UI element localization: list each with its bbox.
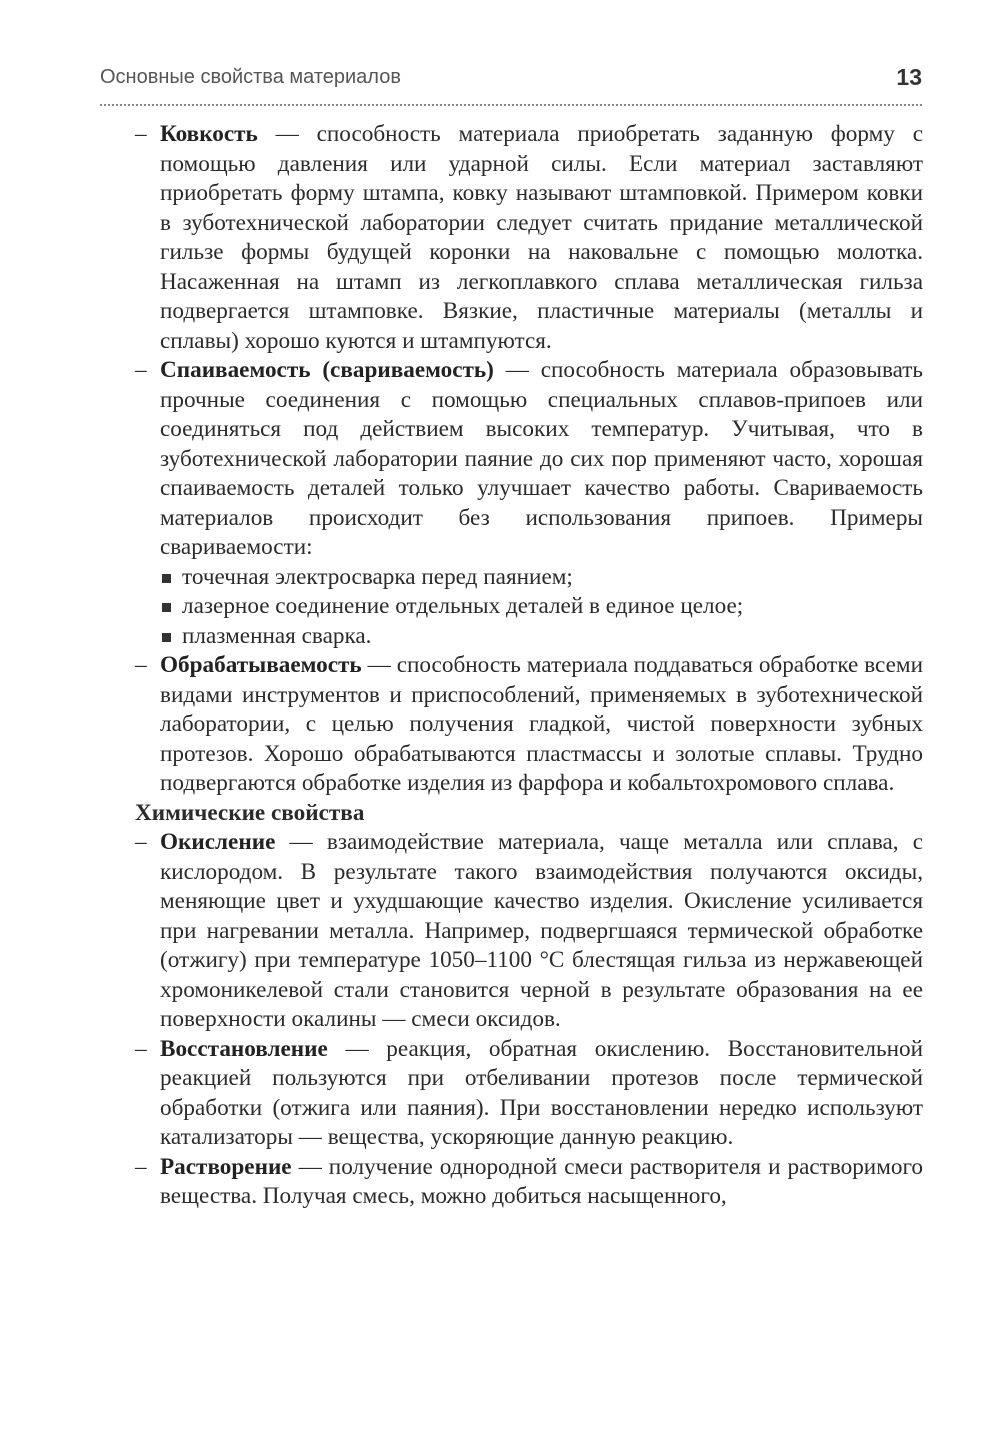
definition-text: — способность материала образовывать прочные соединения с помощью специальных сплавов-припоев или соединяться под действием высоких температур. Учитывая, что в зуботехнической лаборатории паяние до сих пор применяют часто, хорошая спаиваемость деталей только улучшает качество работы. Свариваемость материалов происходит без использования припоев. Примеры свариваемости:: [160, 357, 923, 560]
definition-spaivaemost: [135, 356, 923, 563]
term: Спаиваемость (свариваемость): [160, 357, 494, 383]
section-heading: Химические свойства: [135, 799, 365, 826]
definition-text: — взаимодействие материала, чаще металла или сплава, с кислородом. В результате такого взаимодействия получаются оксиды, меняющие цвет и ухудшающие качество изделия. Окисление усиливается при нагревании металла. Например, подвергшаяся термической обработке (отжигу) при температуре 1050–1100 °С блестящая гильза из нержавеющей хромоникелевой стали становится черной в результате образования на ее поверхности окалины — смеси оксидов.: [160, 829, 923, 1032]
list-dash: –: [135, 121, 147, 147]
term: Ковкость: [160, 121, 258, 147]
definition-text: — получение однородной смеси растворителя и растворимого вещества. Получая смесь, можно добиться насыщенного,: [160, 1153, 923, 1209]
list-item: [135, 622, 923, 652]
term: Обрабатываемость: [160, 652, 362, 678]
list-dash: –: [135, 652, 147, 678]
definition-okislenie: [135, 828, 923, 1035]
definition-obrabatyvaemost: [135, 651, 923, 799]
definition-text: — способность материала поддаваться обработке всеми видами инструментов и приспособлений, применяемых в зуботехнической лаборатории, с целью получения гладкой, чистой поверхности зубных протезов. Хорошо обрабатываются пластмассы и золотые сплавы. Трудно подвергаются обработке изделия из фарфора и кобальтохромового сплава.: [160, 652, 923, 796]
term: Восстановление: [160, 1035, 328, 1062]
list-dash: –: [135, 1035, 147, 1062]
bullet-text: точечная электросварка перед паянием;: [182, 563, 573, 590]
bullet-text: плазменная сварка.: [182, 622, 372, 649]
definition-text: — способность материала приобретать заданную форму с помощью давления или ударной силы. Если материал заставляют приобретать форму штампа, ковку называют штамповкой. Примером ковки в зуботехнической лаборатории следует считать придание металлической гильзе формы будущей коронки на наковальне с помощью молотка. Насаженная на штамп из легкоплавкого сплава металлическая гильза подвергается штамповке. Вязкие, пластичные материалы (металлы и сплавы) хорошо куются и штампуются.: [160, 121, 923, 354]
list-item: [135, 563, 923, 593]
running-header: [100, 64, 922, 106]
definition-rastvorenie: [135, 1153, 923, 1212]
definition-vosstanovlenie: [135, 1035, 923, 1153]
bullet-text: лазерное соединение отдельных деталей в единое целое;: [182, 593, 744, 619]
list-dash: –: [135, 1153, 147, 1180]
square-bullet-icon: [162, 603, 171, 612]
page-number: 13: [896, 64, 922, 90]
list-item: [135, 592, 923, 622]
term: Растворение: [160, 1153, 292, 1180]
definition-text: — реакция, обратная окислению. Восстановительной реакцией пользуются при отбеливании протезов после термической обработки (отжига или паяния). При восстановлении нередко используют катализаторы — вещества, ускоряющие данную реакцию.: [160, 1035, 923, 1150]
list-dash: –: [135, 357, 147, 383]
definition-kovkost: [135, 120, 923, 356]
chapter-title: Основные свойства материалов: [100, 66, 401, 88]
square-bullet-icon: [162, 633, 171, 642]
square-bullet-icon: [162, 574, 171, 583]
body-text: [135, 120, 923, 1212]
list-dash: –: [135, 829, 147, 855]
term: Окисление: [160, 829, 276, 855]
